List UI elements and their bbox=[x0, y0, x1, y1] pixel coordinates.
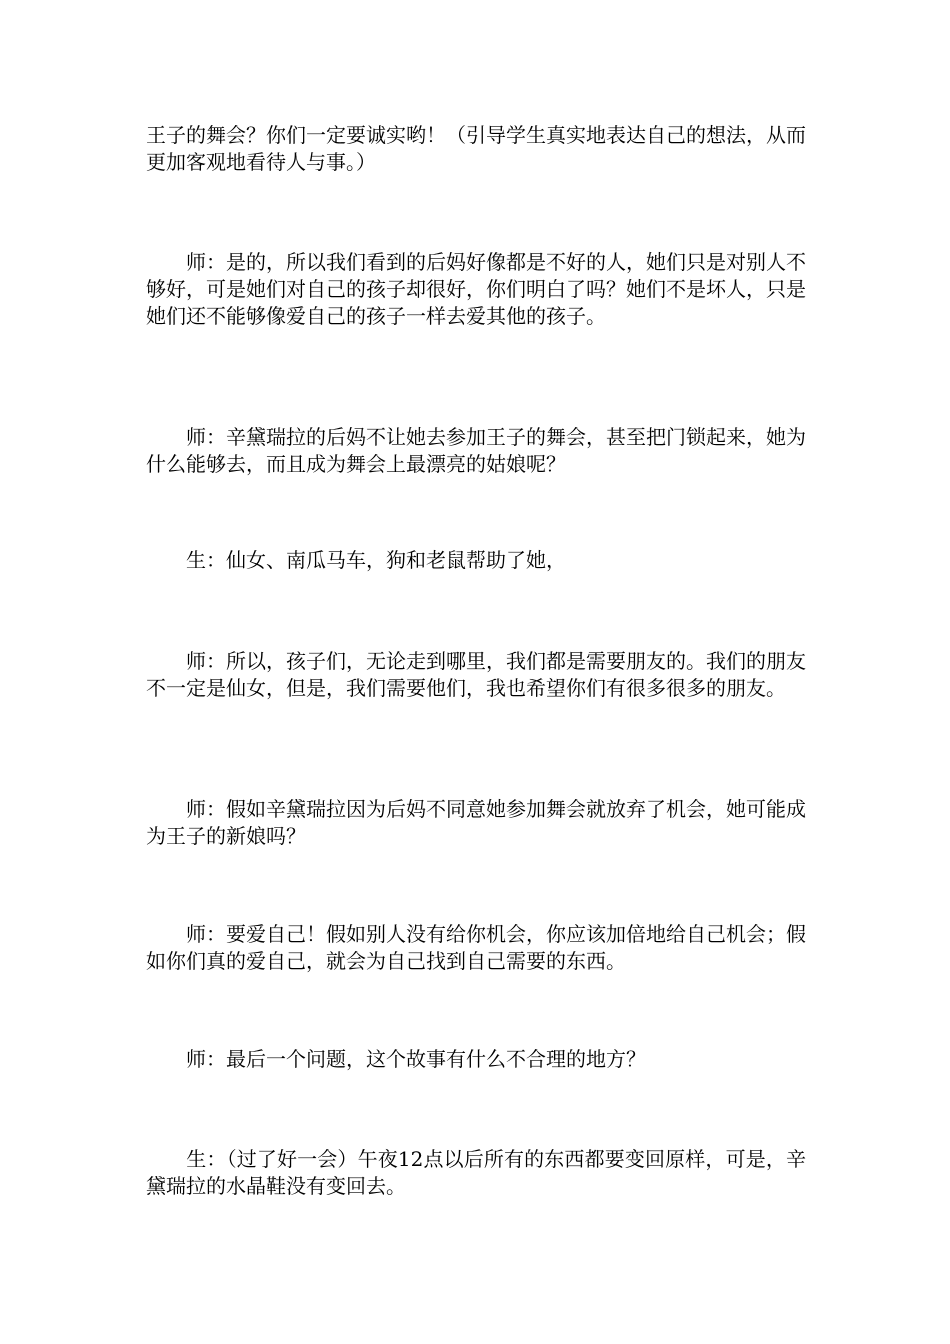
paragraph-5: 师：所以，孩子们，无论走到哪里，我们都是需要朋友的。我们的朋友不一定是仙女，但是，我们需要他们，我也希望你们有很多很多的朋友。 bbox=[146, 649, 806, 700]
paragraph-7: 师：要爱自己！假如别人没有给你机会，你应该加倍地给自己机会；假如你们真的爱自己，就会为自己找到自己需要的东西。 bbox=[146, 922, 806, 973]
paragraph-6: 师：假如辛黛瑞拉因为后妈不同意她参加舞会就放弃了机会，她可能成为王子的新娘吗？ bbox=[146, 797, 806, 848]
paragraph-3: 师：辛黛瑞拉的后妈不让她去参加王子的舞会，甚至把门锁起来，她为什么能够去，而且成为舞会上最漂亮的姑娘呢？ bbox=[146, 425, 806, 476]
paragraph-4: 生：仙女、南瓜马车，狗和老鼠帮助了她， bbox=[146, 548, 566, 572]
paragraph-9: 生：（过了好一会）午夜12点以后所有的东西都要变回原样，可是，辛黛瑞拉的水晶鞋没有变回去。 bbox=[146, 1147, 806, 1198]
paragraph-8: 师：最后一个问题，这个故事有什么不合理的地方？ bbox=[146, 1047, 646, 1071]
paragraph-2: 师：是的，所以我们看到的后妈好像都是不好的人，她们只是对别人不够好，可是她们对自己的孩子却很好，你们明白了吗？她们不是坏人，只是她们还不能够像爱自己的孩子一样去爱其他的孩子。 bbox=[146, 250, 806, 328]
paragraph-1: 王子的舞会？你们一定要诚实哟！（引导学生真实地表达自己的想法，从而更加客观地看待人与事。） bbox=[146, 123, 806, 174]
